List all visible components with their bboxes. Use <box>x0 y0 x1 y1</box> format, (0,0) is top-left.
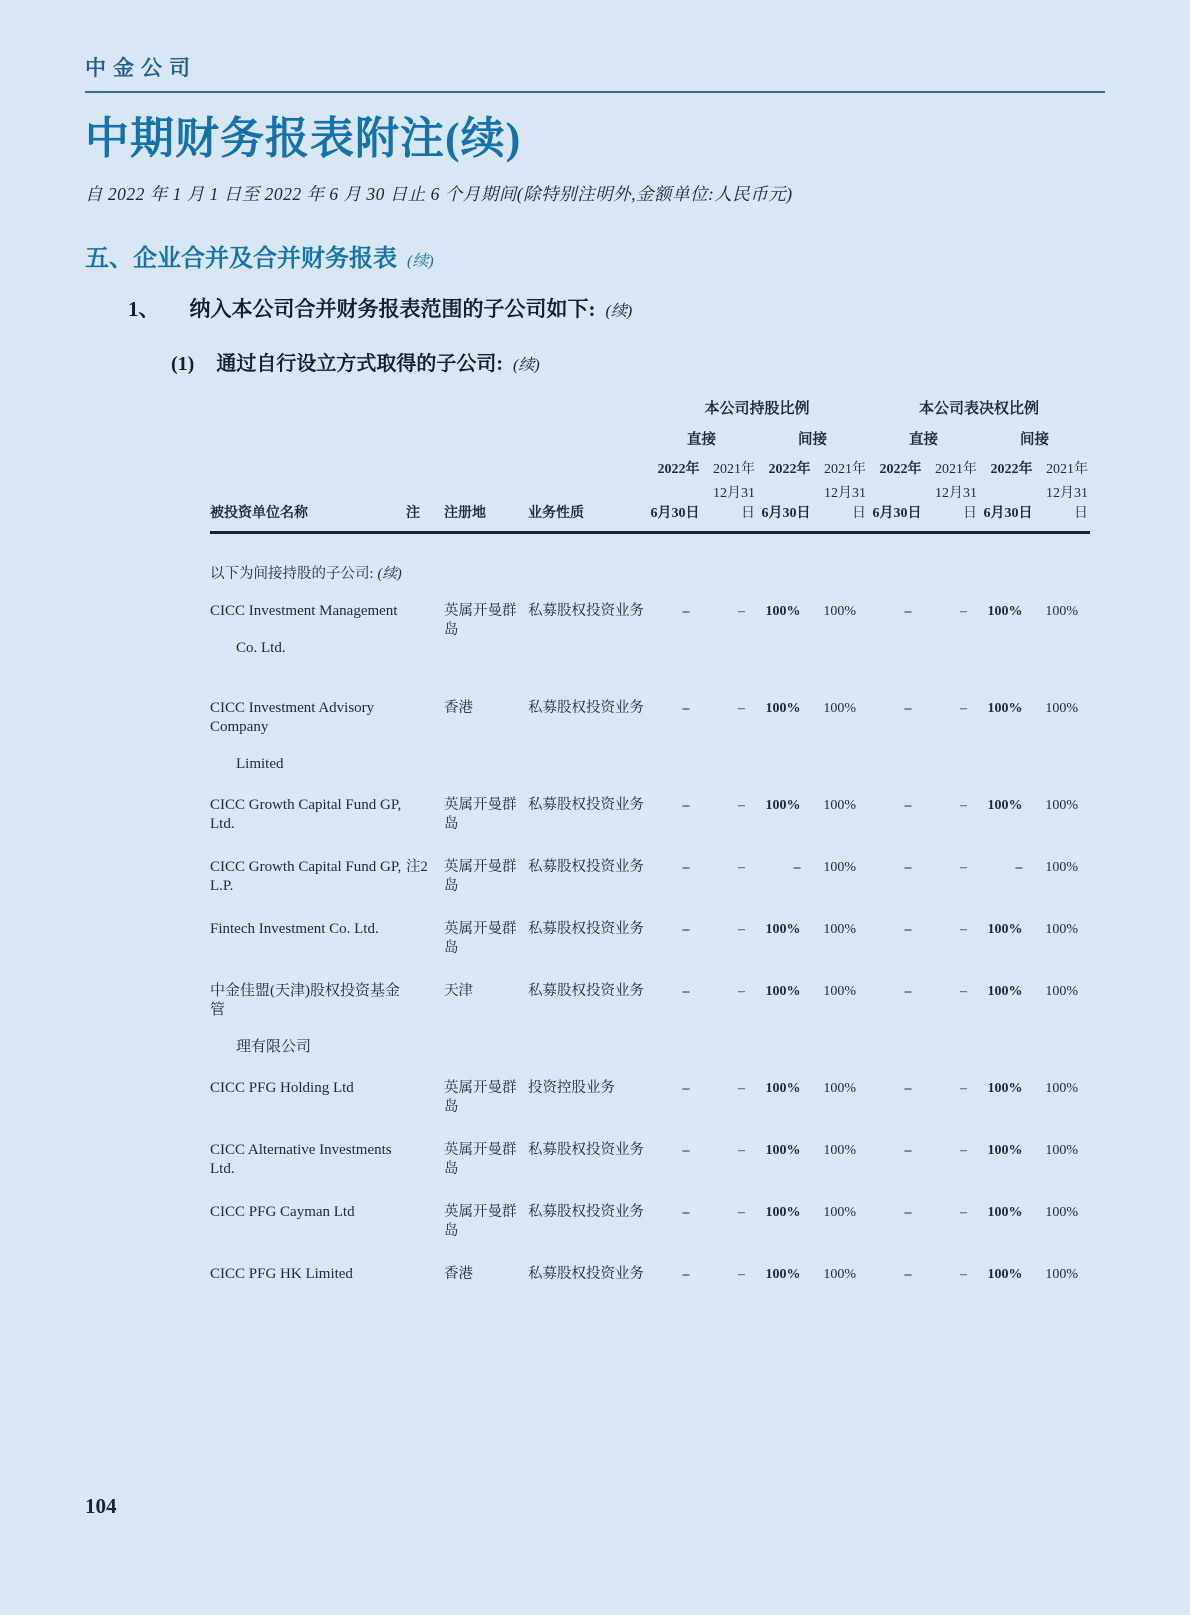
percentage-cell: 100% <box>765 922 801 938</box>
percentage-cell: 100% <box>823 922 857 938</box>
percentage-cell: 100% <box>765 1267 801 1283</box>
percentage-cell: 100% <box>1045 1143 1079 1159</box>
subgroup-header-row <box>210 428 1090 458</box>
group-header-row <box>210 394 1090 428</box>
business-nature-cell: 投资控股业务 <box>528 1080 615 1097</box>
year-header: 2022年 <box>879 462 922 478</box>
percentage-cell: – <box>960 798 968 814</box>
percentage-cell: – <box>682 604 690 620</box>
percentage-cell: 100% <box>987 984 1023 1000</box>
percentage-cell: 100% <box>765 1081 801 1097</box>
percentage-cell: – <box>904 922 912 938</box>
percentage-cell: – <box>960 1081 968 1097</box>
table-row <box>210 1203 1090 1265</box>
percentage-cell: 100% <box>1045 1267 1079 1283</box>
percentage-cell: – <box>738 1267 745 1283</box>
percentage-cell: 100% <box>823 1267 857 1283</box>
business-nature-cell: 私募股权投资业务 <box>528 1266 644 1283</box>
percentage-cell: – <box>1015 860 1023 876</box>
business-nature-cell: 私募股权投资业务 <box>528 983 644 1000</box>
percentage-cell: – <box>682 860 690 876</box>
col-header-note: 注 <box>406 482 444 533</box>
section-heading-5-continued: (续) <box>407 253 434 271</box>
note-cell <box>406 1141 444 1203</box>
registration-place-cell: 英属开曼群岛 <box>444 859 517 895</box>
percentage-cell: 100% <box>765 1205 801 1221</box>
percentage-cell: 100% <box>823 701 857 717</box>
percentage-cell: 100% <box>765 701 801 717</box>
percentage-cell: – <box>682 1267 690 1283</box>
year-header: 2021年 <box>1046 462 1089 478</box>
date-header: 12月31日 <box>924 482 980 533</box>
company-name-cell <box>210 858 406 920</box>
percentage-cell: – <box>738 701 745 717</box>
section-note-continued: (续) <box>377 566 402 583</box>
col-sub-indirect-2: 间接 <box>1020 432 1050 449</box>
note-cell <box>406 1265 444 1327</box>
col-header-place: 注册地 <box>444 482 528 533</box>
percentage-cell: 100% <box>1045 798 1079 814</box>
note-cell <box>406 920 444 982</box>
percentage-cell: 100% <box>987 922 1023 938</box>
col-sub-direct-1: 直接 <box>687 432 716 449</box>
table-row <box>210 699 1090 796</box>
registration-place-cell: 英属开曼群岛 <box>444 1080 517 1116</box>
table-row <box>210 982 1090 1079</box>
percentage-cell: – <box>682 984 690 1000</box>
registration-place-cell: 英属开曼群岛 <box>444 1204 517 1240</box>
company-name-cell <box>210 602 406 699</box>
col-group-voting: 本公司表决权比例 <box>919 401 1040 418</box>
date-header: 12月31日 <box>702 482 758 533</box>
company-name-line: CICC PFG HK Limited <box>210 1266 353 1283</box>
company-name-line: CICC PFG Holding Ltd <box>210 1080 354 1097</box>
percentage-cell: – <box>960 604 968 620</box>
subsubsection-continued: (续) <box>513 357 540 375</box>
section-heading-5-label: 五、企业合并及合并财务报表 <box>85 246 397 273</box>
company-name-cell <box>210 699 406 796</box>
company-name-line: CICC Growth Capital Fund GP, Ltd. <box>210 797 402 833</box>
note-cell <box>406 982 444 1079</box>
note-cell <box>406 1079 444 1141</box>
registration-place-cell: 香港 <box>444 700 473 717</box>
percentage-cell: – <box>682 1205 690 1221</box>
percentage-cell: 100% <box>987 1205 1023 1221</box>
business-nature-cell: 私募股权投资业务 <box>528 700 644 717</box>
registration-place-cell: 英属开曼群岛 <box>444 603 517 639</box>
registration-place-cell: 英属开曼群岛 <box>444 1142 517 1178</box>
percentage-cell: 100% <box>1045 701 1079 717</box>
company-name-cell <box>210 1079 406 1141</box>
percentage-cell: 100% <box>765 1143 801 1159</box>
percentage-cell: – <box>904 604 912 620</box>
col-group-shareholding: 本公司持股比例 <box>704 401 810 418</box>
percentage-cell: 100% <box>823 984 857 1000</box>
percentage-cell: 100% <box>765 984 801 1000</box>
page-number: 104 <box>85 1494 117 1518</box>
percentage-cell: – <box>738 604 745 620</box>
percentage-cell: 100% <box>823 860 857 876</box>
company-name-line: 中金佳盟(天津)股权投资基金管 <box>210 983 400 1019</box>
percentage-cell: – <box>738 1081 745 1097</box>
percentage-cell: – <box>960 922 968 938</box>
percentage-cell: – <box>682 798 690 814</box>
percentage-cell: 100% <box>823 798 857 814</box>
percentage-cell: – <box>738 922 745 938</box>
percentage-cell: – <box>682 701 690 717</box>
company-name-line: Fintech Investment Co. Ltd. <box>210 921 379 938</box>
registration-place-cell: 天津 <box>444 983 473 1000</box>
subsubsection-heading-1 <box>171 347 1105 376</box>
percentage-cell: 100% <box>987 1143 1023 1159</box>
note-cell <box>406 699 444 796</box>
year-header-row <box>210 458 1090 482</box>
year-header: 2022年 <box>990 462 1033 478</box>
table-row <box>210 1141 1090 1203</box>
date-header: 6月30日 <box>979 482 1035 533</box>
percentage-cell: – <box>904 1205 912 1221</box>
table-row <box>210 796 1090 858</box>
business-nature-cell: 私募股权投资业务 <box>528 859 644 876</box>
table-row <box>210 858 1090 920</box>
year-header: 2022年 <box>768 462 811 478</box>
percentage-cell: – <box>960 984 968 1000</box>
company-brand-text: 中金公司 <box>85 56 197 80</box>
registration-place-cell: 英属开曼群岛 <box>444 797 517 833</box>
percentage-cell: 100% <box>987 1081 1023 1097</box>
percentage-cell: – <box>904 860 912 876</box>
percentage-cell: 100% <box>1045 922 1079 938</box>
company-name-line: CICC PFG Cayman Ltd <box>210 1204 355 1221</box>
year-header: 2021年 <box>824 462 867 478</box>
percentage-cell: 100% <box>823 1081 857 1097</box>
year-header: 2021年 <box>713 462 755 478</box>
business-nature-cell: 私募股权投资业务 <box>528 1142 644 1159</box>
table-row <box>210 920 1090 982</box>
table-row <box>210 1265 1090 1327</box>
year-header: 2021年 <box>935 462 978 478</box>
percentage-cell: 100% <box>765 604 801 620</box>
percentage-cell: 100% <box>1045 860 1079 876</box>
company-name-cell <box>210 1265 406 1327</box>
registration-place-cell: 英属开曼群岛 <box>444 921 517 957</box>
subsection-continued: (续) <box>605 303 633 321</box>
percentage-cell: – <box>960 1267 968 1283</box>
percentage-cell: 100% <box>1045 1081 1079 1097</box>
table-row <box>210 602 1090 699</box>
percentage-cell: – <box>960 701 968 717</box>
percentage-cell: – <box>793 860 801 876</box>
percentage-cell: – <box>682 1143 690 1159</box>
business-nature-cell: 私募股权投资业务 <box>528 603 644 620</box>
percentage-cell: – <box>904 701 912 717</box>
percentage-cell: 100% <box>987 604 1023 620</box>
date-header: 6月30日 <box>757 482 813 533</box>
section-heading-5 <box>85 238 1105 273</box>
percentage-cell: – <box>682 1081 690 1097</box>
percentage-cell: – <box>904 798 912 814</box>
subsidiaries-table <box>210 394 1090 1327</box>
percentage-cell: – <box>960 860 968 876</box>
percentage-cell: – <box>904 1081 912 1097</box>
note-cell <box>406 796 444 858</box>
subsidiaries-table-wrap <box>210 394 1105 1327</box>
company-name-line: Limited <box>236 756 284 773</box>
percentage-cell: – <box>738 1205 745 1221</box>
subsubsection-label: 通过自行设立方式取得的子公司: <box>216 353 503 376</box>
col-sub-direct-2: 直接 <box>909 432 939 449</box>
company-name-line: CICC Growth Capital Fund GP, L.P. <box>210 859 402 895</box>
percentage-cell: 100% <box>823 604 857 620</box>
subsection-label: 纳入本公司合并财务报表范围的子公司如下: <box>189 297 596 322</box>
year-header: 2022年 <box>657 462 700 478</box>
col-header-name: 被投资单位名称 <box>210 482 406 533</box>
percentage-cell: 100% <box>823 1205 857 1221</box>
table-row <box>210 1079 1090 1141</box>
note-cell <box>406 602 444 699</box>
section-note-text: 以下为间接持股的子公司: <box>210 566 374 583</box>
percentage-cell: 100% <box>987 701 1023 717</box>
business-nature-cell: 私募股权投资业务 <box>528 1204 644 1221</box>
percentage-cell: 100% <box>1045 604 1079 620</box>
percentage-cell: 100% <box>1045 984 1079 1000</box>
percentage-cell: 100% <box>1045 1205 1079 1221</box>
company-name-cell <box>210 982 406 1079</box>
business-nature-cell: 私募股权投资业务 <box>528 797 644 814</box>
col-sub-indirect-1: 间接 <box>798 432 827 449</box>
page-title: 中期财务报表附注(续) <box>85 114 522 163</box>
company-name-cell <box>210 796 406 858</box>
percentage-cell: – <box>682 922 690 938</box>
percentage-cell: – <box>738 984 745 1000</box>
percentage-cell: – <box>738 860 745 876</box>
subsubsection-number: (1) <box>171 353 195 376</box>
percentage-cell: – <box>738 1143 745 1159</box>
percentage-cell: – <box>960 1205 968 1221</box>
note-cell <box>406 1203 444 1265</box>
percentage-cell: 100% <box>823 1143 857 1159</box>
company-name-line: CICC Investment Advisory Company <box>210 700 375 736</box>
company-name-cell <box>210 920 406 982</box>
registration-place-cell: 香港 <box>444 1266 473 1283</box>
company-name-cell <box>210 1141 406 1203</box>
percentage-cell: 100% <box>987 1267 1023 1283</box>
percentage-cell: 100% <box>765 798 801 814</box>
percentage-cell: 100% <box>987 798 1023 814</box>
header-rule <box>85 91 1105 93</box>
business-nature-cell: 私募股权投资业务 <box>528 921 644 938</box>
company-name-cell <box>210 1203 406 1265</box>
date-header: 12月31日 <box>1035 482 1091 533</box>
percentage-cell: – <box>904 1143 912 1159</box>
company-name-line: CICC Investment Management <box>210 603 398 620</box>
date-header: 12月31日 <box>813 482 869 533</box>
subsection-heading-1 <box>128 293 1105 323</box>
reporting-period-note: 自 2022 年 1 月 1 日至 2022 年 6 月 30 日止 6 个月期间(除特别注明外,金额单位:人民币元) <box>85 184 793 205</box>
note-cell: 注2 <box>406 859 428 876</box>
percentage-cell: – <box>738 798 745 814</box>
date-header: 6月30日 <box>868 482 924 533</box>
column-header-row <box>210 482 1090 533</box>
company-name-line: CICC Alternative Investments Ltd. <box>210 1142 392 1178</box>
percentage-cell: – <box>904 1267 912 1283</box>
subsection-number: 1、 <box>128 297 160 322</box>
date-header: 6月30日 <box>646 482 702 533</box>
section-note-row <box>210 533 1090 603</box>
company-name-line: 理有限公司 <box>236 1039 312 1056</box>
company-name-line: Co. Ltd. <box>236 640 286 657</box>
percentage-cell: – <box>960 1143 968 1159</box>
col-header-business: 业务性质 <box>528 482 646 533</box>
percentage-cell: – <box>904 984 912 1000</box>
